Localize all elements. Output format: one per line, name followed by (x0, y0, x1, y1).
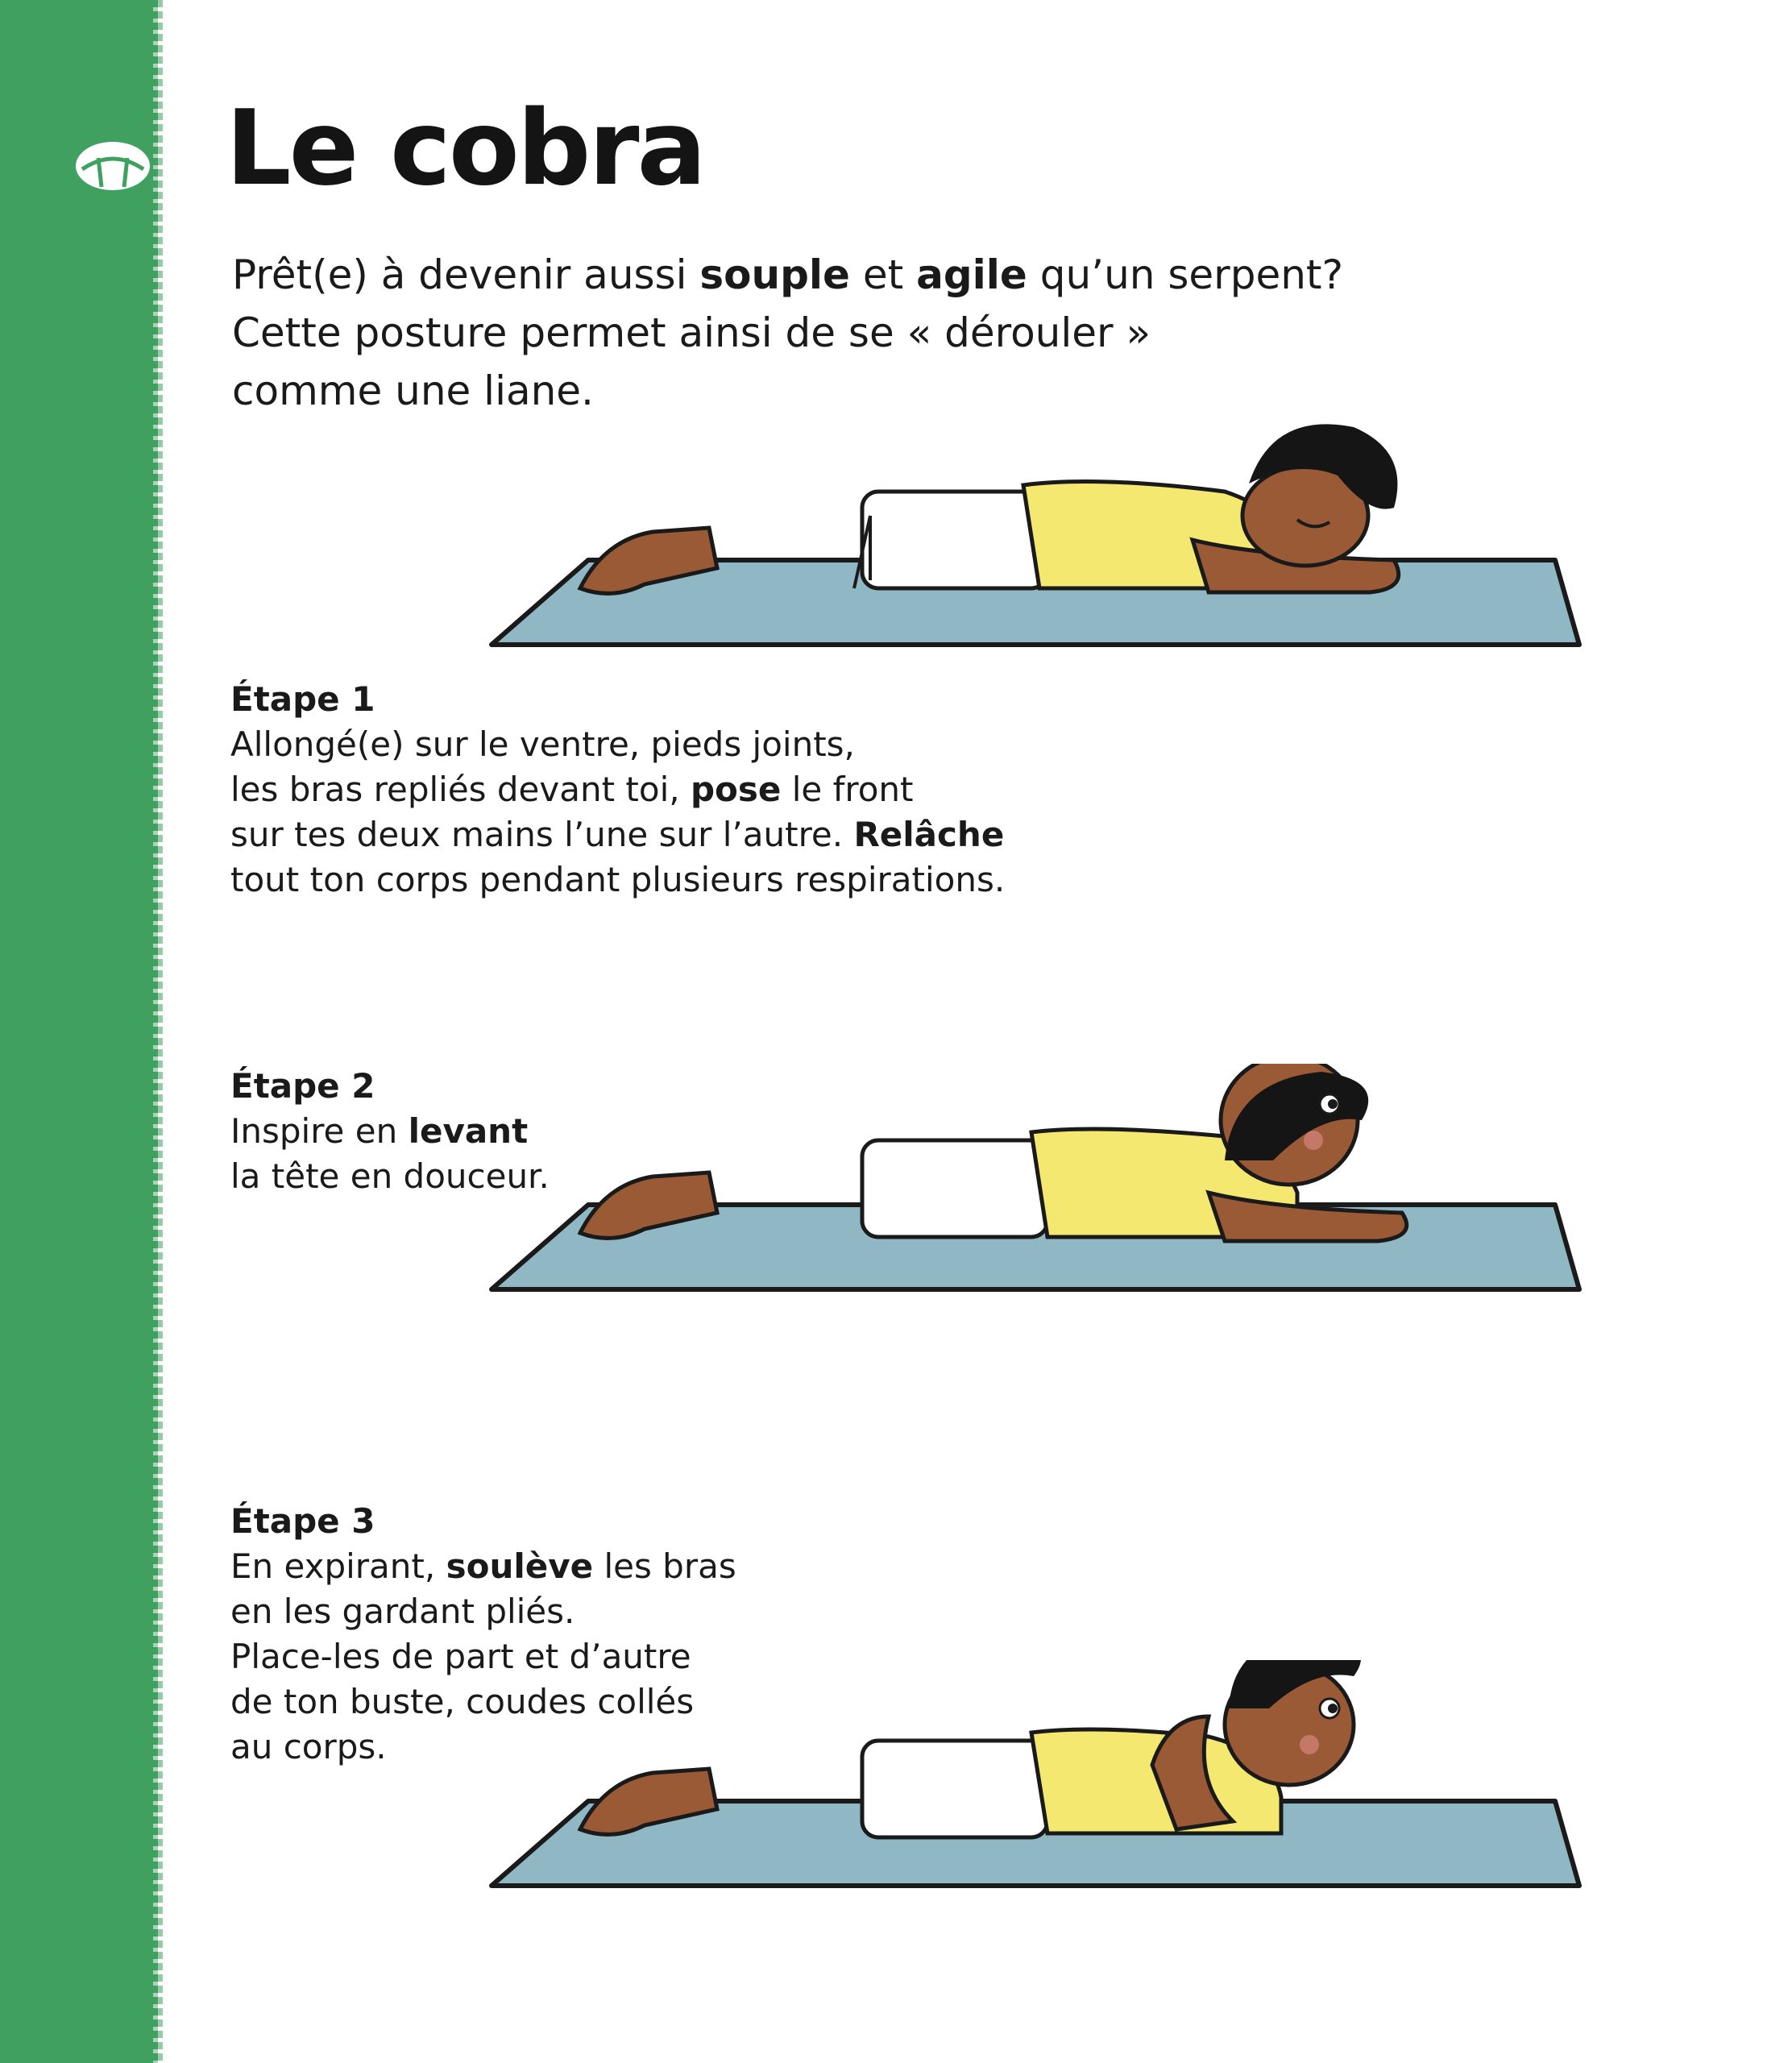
side-band (0, 0, 158, 2063)
step-2 (230, 1064, 550, 1199)
step-2-text: Inspire en levant la tête en douceur. (230, 1111, 550, 1196)
cobra-step2-illustration (483, 1064, 1595, 1305)
cobra-step1-illustration (483, 419, 1595, 661)
step-1-title: Étape 1 (230, 679, 375, 719)
child-lying-figure (580, 424, 1399, 593)
step-3 (230, 1499, 736, 1770)
step-3-title: Étape 3 (230, 1501, 375, 1541)
step-1-text: Allongé(e) sur le ventre, pieds joints, les bras repliés devant toi, pose le front sur tes deux mains l’une sur l’autre. Relâche tout ton corps pendant plusieurs respirations. (230, 724, 1006, 899)
child-head-lifted-figure (580, 1064, 1407, 1241)
step-3-text: En expirant, soulève les bras en les gardant pliés. Place-les de part et d’autre de ton buste, coudes collés au corps. (230, 1546, 736, 1766)
step-2-title: Étape 2 (230, 1066, 375, 1106)
intro-text: Prêt(e) à devenir aussi souple et agile qu’un serpent? Cette posture permet ainsi de se « dérouler » comme une liane. (232, 251, 1344, 414)
step-1 (230, 677, 1005, 903)
page-title: Le cobra (226, 89, 704, 209)
turtle-shell-icon (71, 137, 155, 195)
